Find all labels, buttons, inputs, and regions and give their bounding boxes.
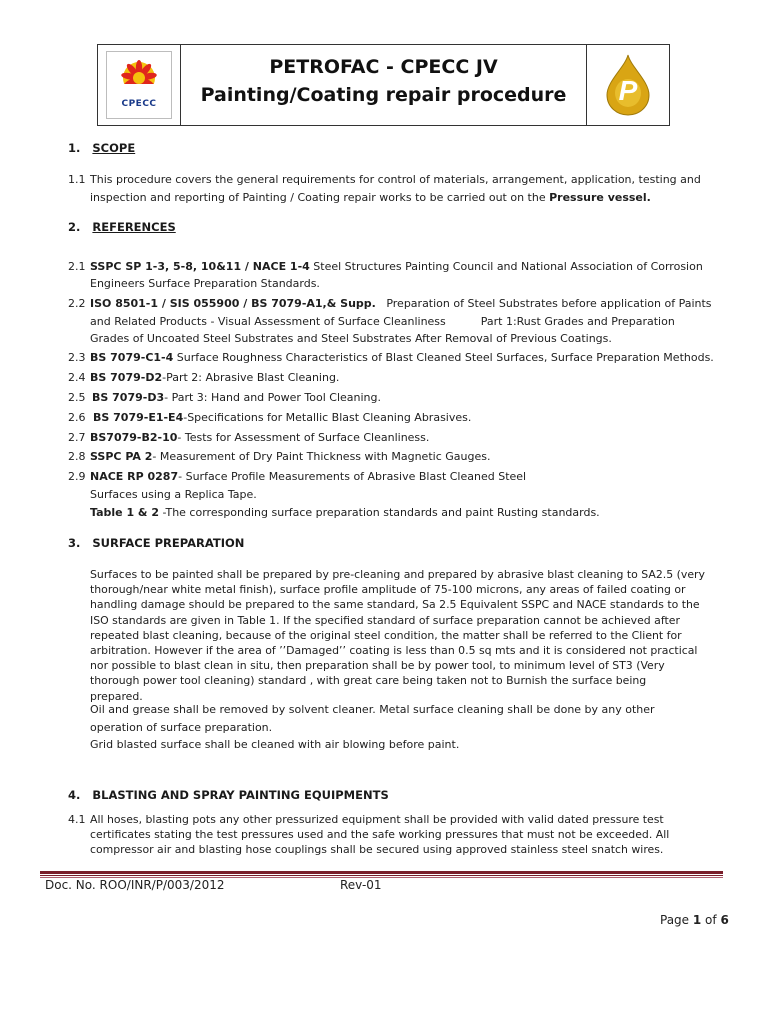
ref-number: 2.2 [68, 297, 86, 310]
doc-number: Doc. No. ROO/INR/P/003/2012 [45, 878, 225, 892]
oil-grease-line2: operation of surface preparation. [90, 721, 273, 734]
section-title: BLASTING AND SPRAY PAINTING EQUIPMENTS [92, 788, 389, 802]
ref-description: - Measurement of Dry Paint Thickness with Magnetic Gauges. [152, 450, 491, 463]
ref-number: 2.6 [68, 411, 86, 424]
ref-tables-bold: Table 1 & 2 [90, 506, 160, 519]
ref-2-9-line2: Surfaces using a Replica Tape. [90, 488, 257, 501]
ref-2-8 [90, 449, 490, 465]
ref-2-1 [90, 259, 703, 275]
surface-line: thorough power tool cleaning) standard , with great care being taken not to Burnish the surface being [90, 674, 647, 688]
ref-2-4 [90, 370, 339, 386]
cpecc-logo-cell [98, 45, 181, 125]
ref-number: 2.8 [68, 450, 86, 463]
ref-standard: SSPC PA 2 [90, 450, 153, 463]
ref-2-2-line2: and Related Products - Visual Assessment of Surface Cleanliness Part 1:Rust Grades and Preparation [90, 315, 675, 328]
surface-line: nor possible to blast clean in situ, then preparation shall be by power tool, to minimum level of ST3 (Very [90, 659, 665, 673]
section-equipment-heading [68, 788, 389, 802]
surface-line: repeated blast cleaning, because of the original steel condition, the matter shall be referred to the Client for [90, 628, 682, 642]
footer-rule [40, 875, 723, 876]
page-prefix: Page [660, 913, 693, 927]
ref-number: 2.9 [68, 470, 86, 483]
ref-2-9 [90, 469, 526, 485]
oil-grease-line1: Oil and grease shall be removed by solvent cleaner. Metal surface cleaning shall be done by any other [90, 703, 655, 716]
document-title [180, 53, 587, 109]
section-references-heading [68, 220, 176, 234]
scope-item-line2-bold: Pressure vessel. [549, 191, 651, 204]
ref-number: 2.5 [68, 391, 86, 404]
ref-standard: BS7079-B2-10 [90, 431, 178, 444]
equipment-line: All hoses, blasting pots any other pressurized equipment shall be provided with valid dated pressure test [90, 813, 664, 826]
grid-blast-line: Grid blasted surface shall be cleaned with air blowing before paint. [90, 738, 460, 751]
ref-2-1-line2: Engineers Surface Preparation Standards. [90, 277, 320, 290]
page-current: 1 [692, 913, 702, 927]
section-title: SCOPE [92, 141, 136, 155]
surface-line: thorough/near white metal finish), surface profile amplitude of 75-100 microns, any areas of failed coating or [90, 583, 686, 597]
ref-description: Preparation of Steel Substrates before application of Paints [375, 297, 712, 310]
ref-2-7 [90, 430, 429, 446]
section-number: 2. [68, 220, 81, 234]
surface-line: ISO standards are given in Table 1. If the specified standard of surface preparation cannot be achieved after [90, 613, 680, 627]
ref-standard: BS 7079-E1-E4 [93, 411, 184, 424]
scope-item-number: 1.1 [68, 173, 86, 186]
ref-2-6 [93, 410, 471, 426]
ref-2-2 [90, 296, 712, 312]
ref-standard: ISO 8501-1 / SIS 055900 / BS 7079-A1,& Supp. [90, 297, 376, 310]
ref-description: -Part 2: Abrasive Blast Cleaning. [162, 371, 340, 384]
revision: Rev-01 [340, 878, 382, 892]
surface-line: handling damage should be prepared to the same standard, Sa 2.5 Equivalent SSPC and NACE standards to the [90, 598, 700, 612]
ref-description: -Specifications for Metallic Blast Cleaning Abrasives. [183, 411, 472, 424]
surface-line: arbitration. However if the area of ’’Damaged’’ coating is less than 0.5 sq mts and it is considered not practical [90, 644, 698, 658]
ref-tables-text: -The corresponding surface preparation standards and paint Rusting standards. [159, 506, 600, 519]
petrofac-logo [595, 51, 661, 119]
equipment-line: compressor air and blasting hose couplings shall be secured using approved stainless steel snatch wires. [90, 843, 664, 857]
scope-item-line2-text: inspection and reporting of Painting / Coating repair works to be carried out on the [90, 191, 550, 204]
surface-line: Surfaces to be painted shall be prepared by pre-cleaning and prepared by abrasive blast cleaning to SA2.5 (very [90, 568, 705, 581]
section-number: 3. [68, 536, 81, 550]
ref-standard: NACE RP 0287 [90, 470, 179, 483]
section-number: 4. [68, 788, 81, 802]
section-scope-heading [68, 141, 135, 155]
ref-tables-note [90, 505, 600, 521]
footer-rule [40, 871, 723, 874]
ref-standard: SSPC SP 1-3, 5-8, 10&11 / NACE 1-4 [90, 260, 310, 273]
ref-number: 2.1 [68, 260, 86, 273]
ref-number: 2.7 [68, 431, 86, 444]
ref-description: - Tests for Assessment of Surface Cleanliness. [177, 431, 430, 444]
page-of: of [701, 913, 721, 927]
ref-2-2-line3: Grades of Uncoated Steel Substrates and Steel Substrates After Removal of Previous Coatings. [90, 332, 612, 345]
ref-number: 2.4 [68, 371, 86, 384]
surface-paragraph [90, 567, 705, 704]
section-title: REFERENCES [92, 220, 176, 234]
surface-line: prepared. [90, 689, 143, 703]
section-number: 1. [68, 141, 81, 155]
ref-2-3 [90, 350, 714, 366]
page-total: 6 [720, 913, 729, 927]
cpecc-logo-text: CPECC [121, 99, 157, 109]
cpecc-logo [106, 51, 172, 119]
document-header [97, 44, 670, 126]
ref-standard: BS 7079-D2 [90, 371, 163, 384]
scope-item-line2 [90, 190, 651, 206]
title-procedure: Painting/Coating repair procedure [200, 84, 567, 106]
petrofac-logo-letter: P [618, 75, 638, 106]
ref-description: Steel Structures Painting Council and National Association of Corrosion [309, 260, 703, 273]
ref-description: - Part 3: Hand and Power Tool Cleaning. [164, 391, 381, 404]
page-indicator [660, 913, 729, 927]
title-company: PETROFAC - CPECC JV [269, 56, 498, 78]
ref-description: - Surface Profile Measurements of Abrasive Blast Cleaned Steel [178, 470, 527, 483]
section-title: SURFACE PREPARATION [92, 536, 245, 550]
ref-standard: BS 7079-C1-4 [90, 351, 174, 364]
petrofac-logo-cell [586, 45, 669, 125]
ref-description: Surface Roughness Characteristics of Blast Cleaned Steel Surfaces, Surface Preparation Methods. [173, 351, 714, 364]
ref-2-5 [92, 390, 381, 406]
section-surface-heading [68, 536, 244, 550]
equipment-paragraph [90, 812, 669, 858]
equipment-item-number: 4.1 [68, 813, 86, 826]
ref-standard: BS 7079-D3 [92, 391, 165, 404]
ref-number: 2.3 [68, 351, 86, 364]
scope-item-line1: This procedure covers the general requirements for control of materials, arrangement, application, testing and [90, 173, 701, 186]
equipment-line: certificates stating the test pressures used and the safe working pressures that must not be exceeded. All [90, 828, 670, 842]
